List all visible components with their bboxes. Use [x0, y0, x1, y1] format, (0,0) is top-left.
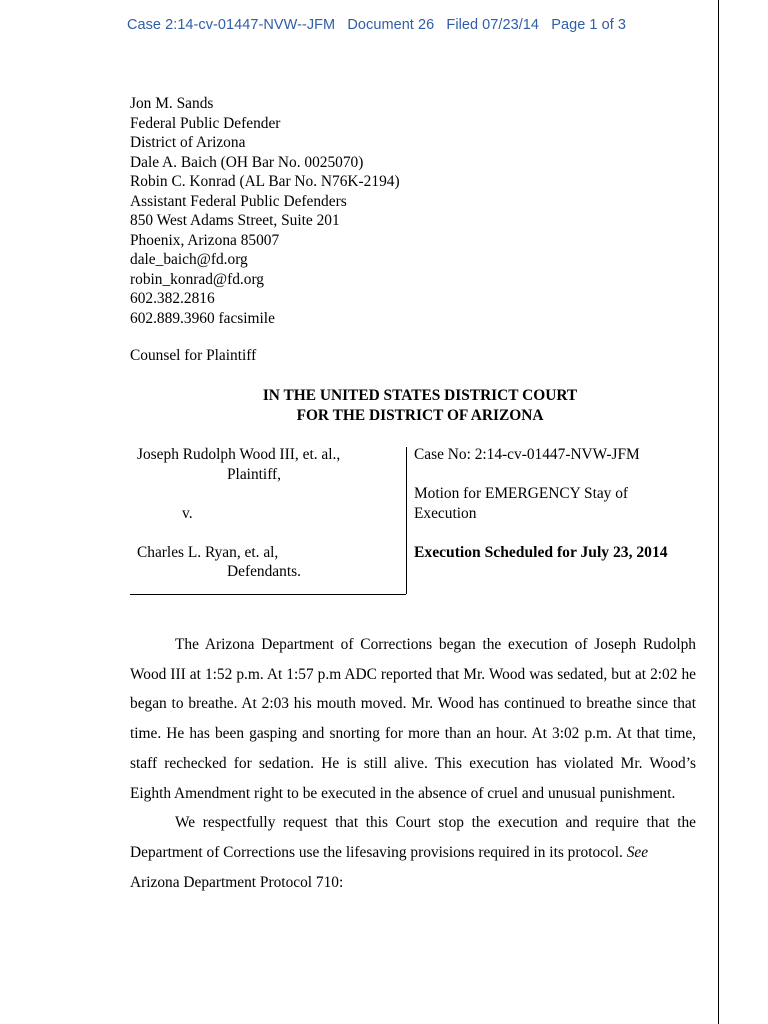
counsel-line: Dale A. Baich (OH Bar No. 0025070)	[130, 153, 364, 171]
counsel-line: District of Arizona	[130, 134, 246, 151]
caption-divider	[406, 447, 407, 594]
case-caption-parties	[130, 445, 406, 595]
ecf-header-stamp: Case 2:14-cv-01447-NVW--JFM Document 26 Filed 07/23/14 Page 1 of 3	[127, 17, 626, 33]
court-title-line2: FOR THE DISTRICT OF ARIZONA	[296, 406, 544, 424]
court-title-line1: IN THE UNITED STATES DISTRICT COURT	[262, 387, 578, 404]
versus-label: v.	[182, 504, 193, 522]
counsel-line: Jon M. Sands	[130, 95, 214, 112]
body-paragraph-text: We respectfully request that this Court stop the execution and require that the Department of Corrections use the lifesaving provisions required in its protocol.	[130, 814, 696, 861]
counsel-email: dale_baich@fd.org	[130, 251, 248, 268]
defendant-role: Defendants.	[227, 563, 301, 580]
counsel-phone: 602.382.2816	[130, 290, 215, 307]
defendant-name: Charles L. Ryan, et. al,	[137, 543, 279, 561]
counsel-block	[130, 94, 400, 328]
body-paragraph: The Arizona Department of Corrections began the execution of Joseph Rudolph Wood III at 1:52 p.m. At 1:57 p.m ADC reported that Mr. Wood was sedated, but at 2:02 he began to breathe. At 2:03 his mouth moved. Mr. Wood has continued to breathe since that time. He has been gasping and snorting for more than an hour. At 3:02 p.m. At that time, staff rechecked for sedation. He is still alive. This execution has violated Mr. Wood’s Eighth Amendment right to be executed in the absence of cruel and unusual punishment.	[130, 636, 696, 802]
body-paragraph	[130, 808, 696, 867]
counsel-role: Counsel for Plaintiff	[130, 347, 257, 364]
protocol-reference: Arizona Department Protocol 710:	[130, 873, 344, 891]
plaintiff-role: Plaintiff,	[227, 465, 282, 483]
counsel-email: robin_konrad@fd.org	[130, 270, 264, 288]
counsel-line: Assistant Federal Public Defenders	[130, 192, 347, 210]
citation-signal: See	[626, 843, 649, 861]
court-title	[130, 386, 710, 425]
counsel-fax: 602.889.3960 facsimile	[130, 309, 275, 327]
case-number: Case No: 2:14-cv-01447-NVW-JFM	[414, 446, 640, 463]
counsel-line: Robin C. Konrad (AL Bar No. N76K-2194)	[130, 173, 400, 190]
counsel-line: 850 West Adams Street, Suite 201	[130, 212, 340, 229]
motion-title-line1: Motion for EMERGENCY Stay of	[414, 485, 629, 502]
motion-body	[130, 630, 696, 897]
counsel-line: Phoenix, Arizona 85007	[130, 231, 280, 249]
plaintiff-name: Joseph Rudolph Wood III, et. al.,	[137, 446, 341, 463]
counsel-line: Federal Public Defender	[130, 114, 281, 132]
motion-title-line2: Execution	[414, 504, 477, 522]
page-edge-rule	[718, 0, 719, 1024]
execution-scheduled: Execution Scheduled for July 23, 2014	[414, 543, 668, 561]
